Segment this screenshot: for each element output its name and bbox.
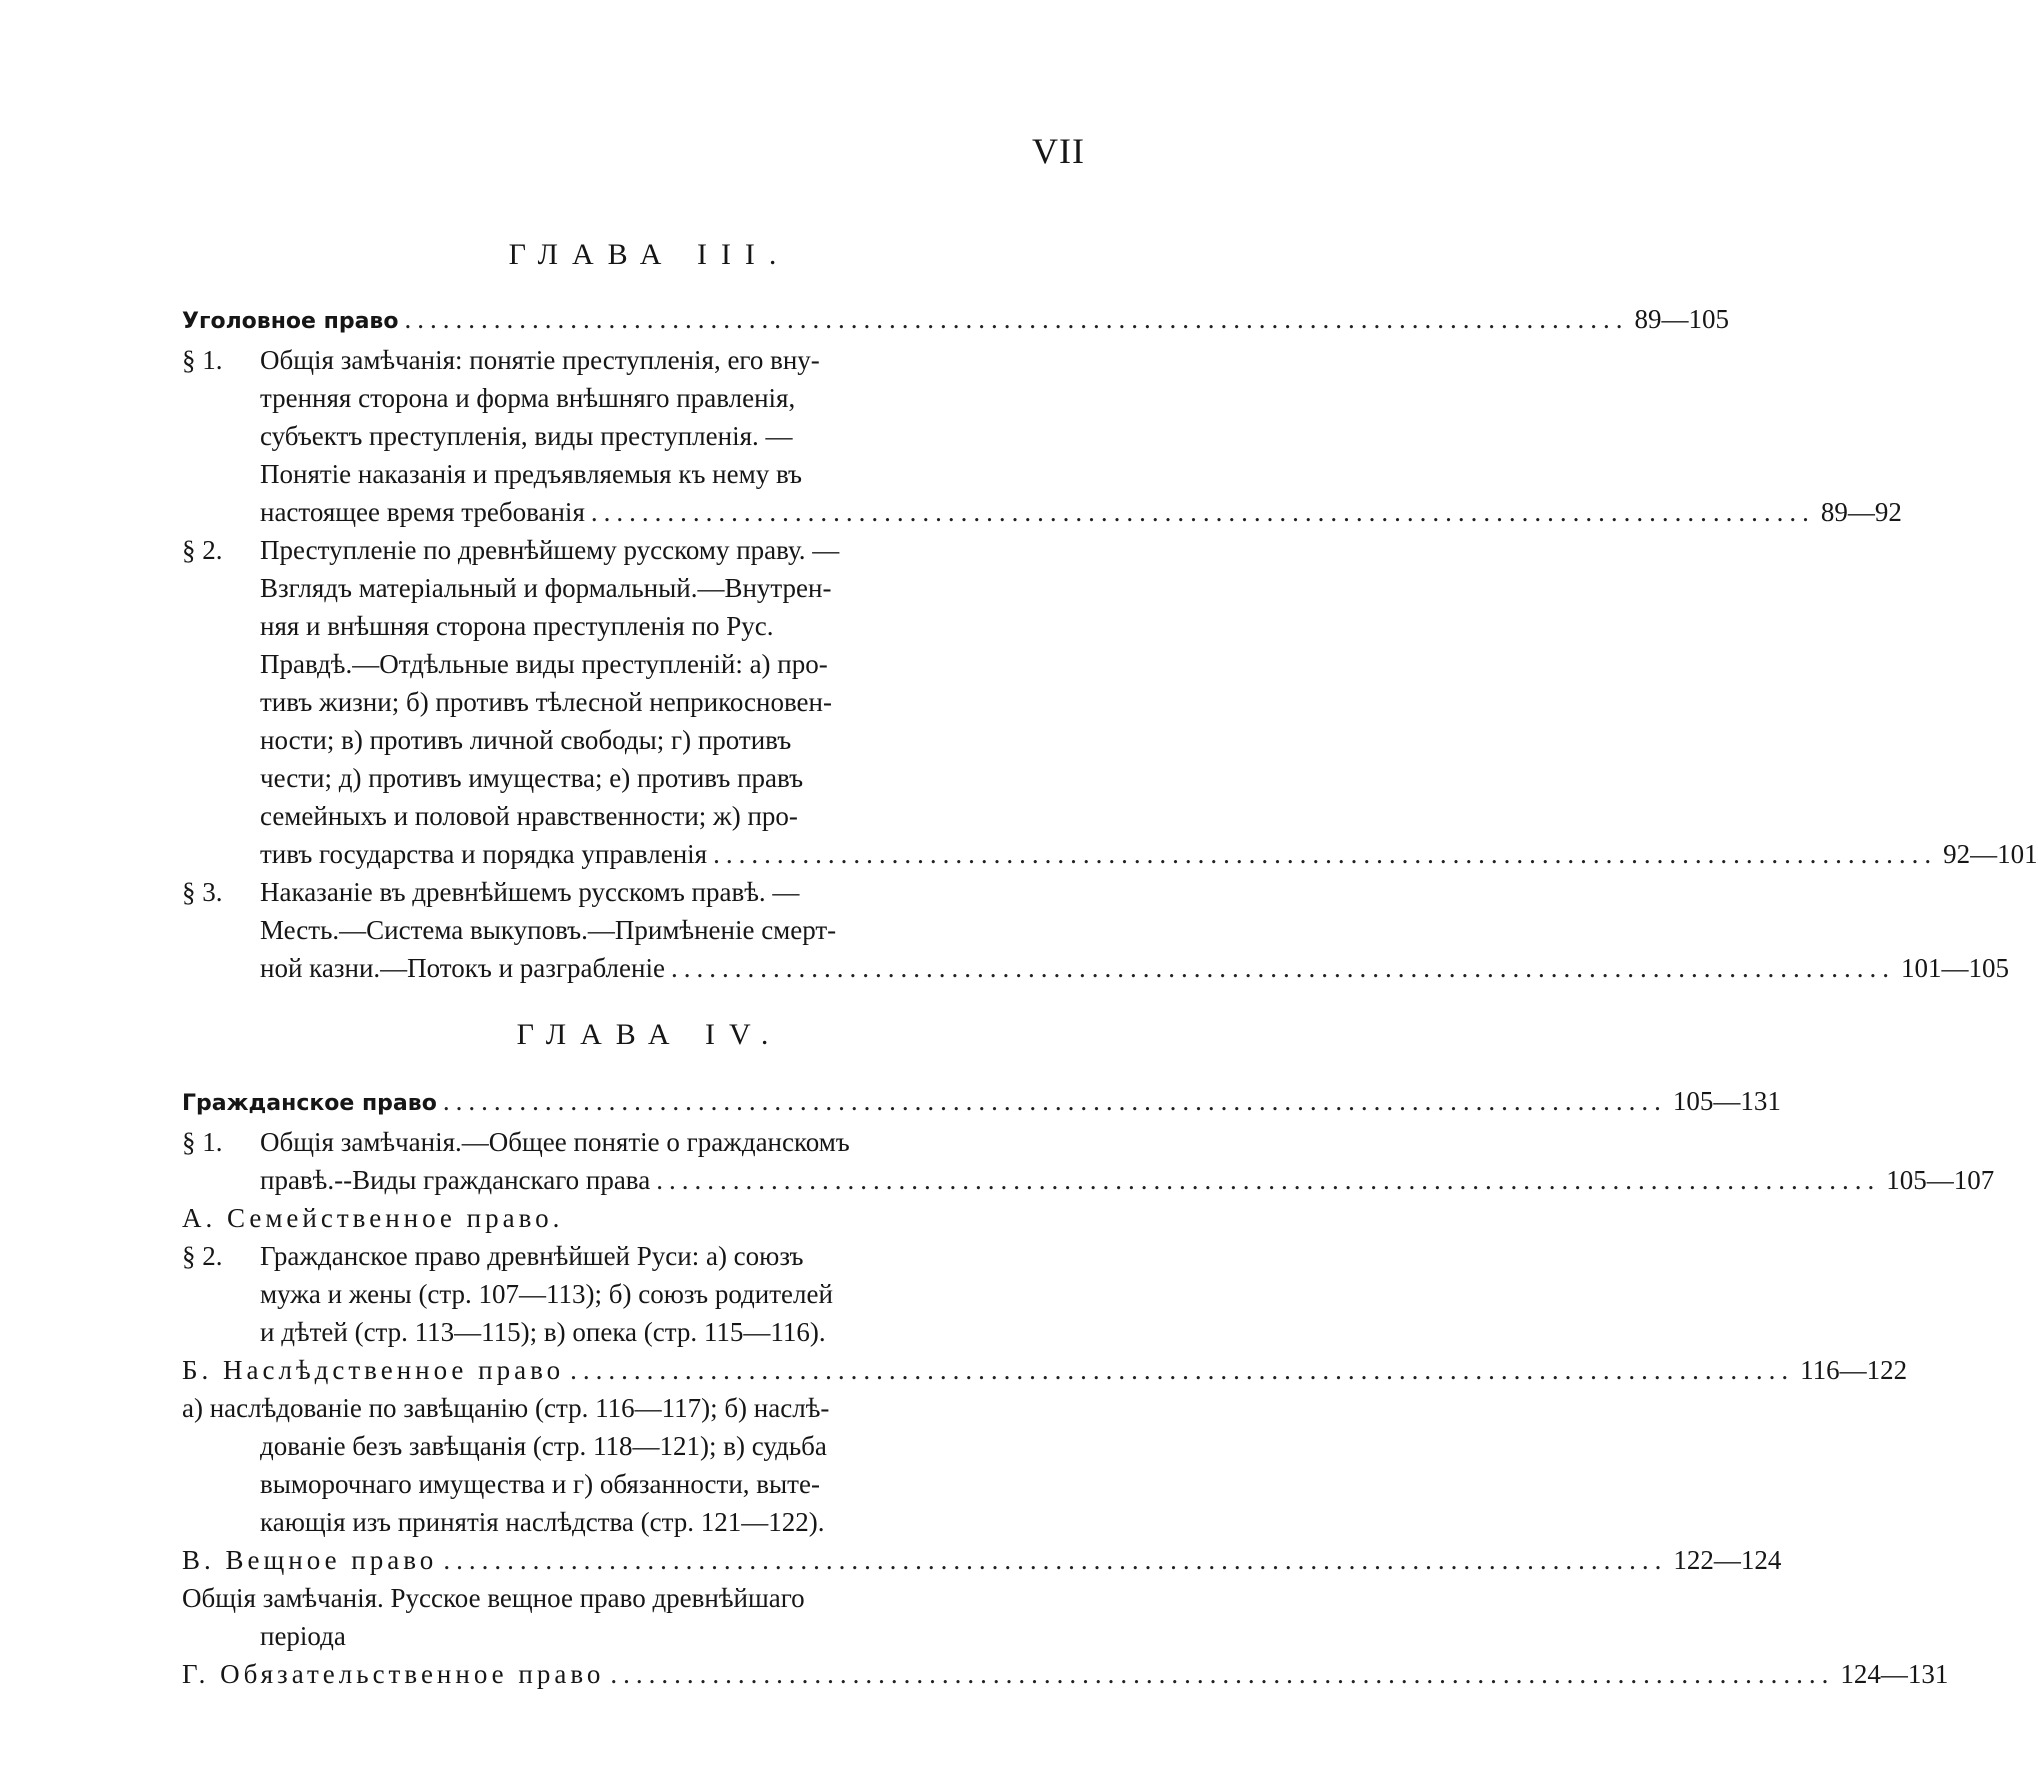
entry-line: а) наслѣдованіе по завѣщанію (стр. 116—117); б) наслѣ- xyxy=(182,1393,830,1423)
entry-line: Месть.—Система выкуповъ.—Примѣненіе смерт- xyxy=(260,915,837,945)
toc-entry-ch3-p2[interactable] xyxy=(182,531,2038,873)
paragraph-number: § 3. xyxy=(182,877,223,907)
entry-line: Общія замѣчанія. Русское вещное право древнѣйшаго xyxy=(182,1583,805,1613)
page-range: 116—122 xyxy=(1800,1355,1908,1385)
entry-line: тивъ государства и порядка управленія xyxy=(260,839,708,869)
entry-line: дованіе безъ завѣщанія (стр. 118—121); в) судьба xyxy=(260,1431,827,1461)
chapter-4-title: ГЛАВА IV. xyxy=(516,1018,783,1051)
entry-line: Гражданское право древнѣйшей Руси: а) союзъ xyxy=(260,1241,804,1271)
dot-leader: ................................................................................................ xyxy=(670,953,1895,983)
entry-line: семейныхъ и половой нравственности; ж) про- xyxy=(260,801,798,831)
page-range: 92—101 xyxy=(1943,839,2038,869)
entry-line: субъектъ преступленія, виды преступленія. — xyxy=(260,421,793,451)
page-range: 89—105 xyxy=(1634,304,1729,334)
entry-line: мужа и жены (стр. 107—113); б) союзъ родителей xyxy=(260,1279,833,1309)
entry-line: Понятіе наказанія и предъявляемыя къ нему въ xyxy=(260,459,802,489)
paragraph-number: § 2. xyxy=(182,1241,223,1271)
entry-line: Наказаніе въ древнѣйшемъ русскомъ правѣ. — xyxy=(260,877,800,907)
toc-entry-ch3-p3[interactable] xyxy=(182,873,2009,987)
paragraph-number: § 1. xyxy=(182,345,223,375)
entry-line: правѣ.--Виды гражданскаго права xyxy=(260,1165,651,1195)
page-range: 105—107 xyxy=(1886,1165,1995,1195)
page-number: VII xyxy=(1032,131,1085,171)
paragraph-number: § 2. xyxy=(182,535,223,565)
heading-text: Уголовное право xyxy=(182,309,399,334)
entry-line: и дѣтей (стр. 113—115); в) опека (стр. 115—116). xyxy=(260,1317,826,1347)
dot-leader: ................................................................................................ xyxy=(713,839,1938,869)
toc-section-obligations-law[interactable] xyxy=(182,1655,1949,1693)
entry-line: выморочнаго имущества и г) обязанности, выте- xyxy=(260,1469,820,1499)
entry-line: Преступленіе по древнѣйшему русскому праву. — xyxy=(260,535,840,565)
toc-section-family-law[interactable]: А. Семейственное право. xyxy=(182,1203,564,1233)
entry-line: Общія замѣчанія: понятіе преступленія, его вну- xyxy=(260,345,820,375)
dot-leader: ................................................................................................ xyxy=(443,1545,1668,1575)
section-title: Б. Наслѣдственное право xyxy=(182,1355,565,1385)
entry-line: Правдѣ.—Отдѣльные виды преступленій: а) про- xyxy=(260,649,828,679)
toc-section-property-law[interactable] xyxy=(182,1541,1782,1579)
toc-entry-inheritance-desc xyxy=(182,1389,1072,1541)
chapter-3-contents xyxy=(182,300,2038,987)
entry-line: настоящее время требованія xyxy=(260,497,585,527)
dot-leader: ................................................................................................ xyxy=(570,1355,1795,1385)
toc-heading-civil-law[interactable] xyxy=(182,1082,1781,1123)
dot-leader: ................................................................................................ xyxy=(590,497,1815,527)
entry-line: ности; в) противъ личной свободы; г) противъ xyxy=(260,725,792,755)
dot-leader: ................................................................................................ xyxy=(656,1165,1881,1195)
entry-line: тивъ жизни; б) противъ тѣлесной неприкосновен- xyxy=(260,687,832,717)
paragraph-number: § 1. xyxy=(182,1127,223,1157)
toc-heading-criminal-law[interactable] xyxy=(182,300,1729,341)
entry-line: тренняя сторона и форма внѣшняго правленія, xyxy=(260,383,796,413)
entry-line: Взглядъ матеріальный и формальный.—Внутрен- xyxy=(260,573,832,603)
page-range: 89—92 xyxy=(1820,497,1902,527)
toc-entry-ch4-p1[interactable] xyxy=(182,1123,1995,1199)
dot-leader: ................................................................................................ xyxy=(442,1086,1667,1116)
entry-line: няя и внѣшняя сторона преступленія по Рус. xyxy=(260,611,774,641)
entry-line: Общія замѣчанія.—Общее понятіе о гражданскомъ xyxy=(260,1127,850,1157)
toc-entry-ch3-p1[interactable] xyxy=(182,341,1902,531)
page-range: 124—131 xyxy=(1840,1659,1949,1689)
chapter-3-title: ГЛАВА III. xyxy=(508,238,791,271)
toc-entry-ch4-p2[interactable] xyxy=(182,1237,1072,1351)
page-range: 101—105 xyxy=(1900,953,2009,983)
entry-line: ной казни.—Потокъ и разграбленіе xyxy=(260,953,665,983)
heading-text: Гражданское право xyxy=(182,1091,437,1116)
toc-entry-property-desc xyxy=(182,1579,1072,1655)
section-title: Г. Обязательственное право xyxy=(182,1659,605,1689)
dot-leader: ................................................................................................ xyxy=(404,304,1629,334)
entry-line: чести; д) противъ имущества; е) противъ правъ xyxy=(260,763,804,793)
toc-section-inheritance-law[interactable] xyxy=(182,1351,1908,1389)
page-range: 105—131 xyxy=(1672,1086,1781,1116)
entry-line: періода xyxy=(260,1621,346,1651)
entry-line: кающія изъ принятія наслѣдства (стр. 121—122). xyxy=(260,1507,825,1537)
section-title: В. Вещное право xyxy=(182,1545,438,1575)
page-range: 122—124 xyxy=(1673,1545,1782,1575)
chapter-4-contents xyxy=(182,1082,1995,1693)
dot-leader: ................................................................................................ xyxy=(610,1659,1835,1689)
